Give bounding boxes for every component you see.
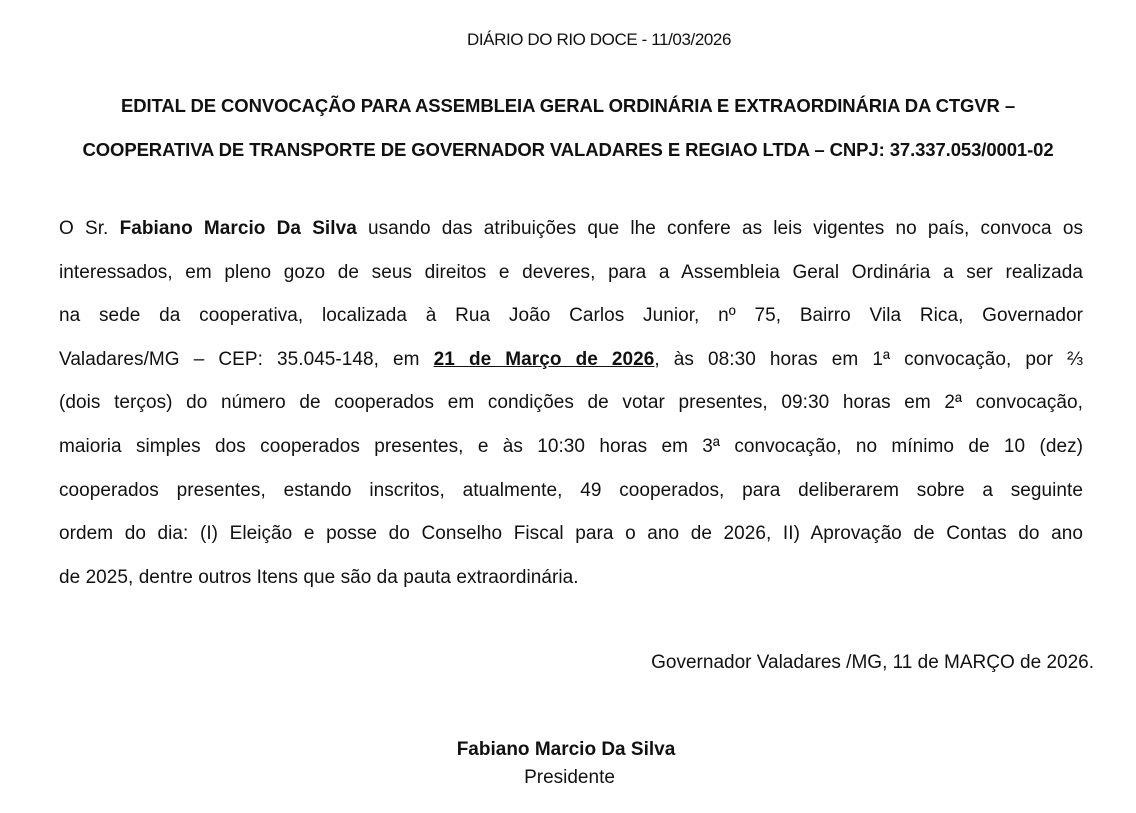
president-name-inline: Fabiano Marcio Da Silva (119, 218, 357, 239)
paragraph-line-4 (59, 338, 1083, 382)
paragraph-line-5: (dois terços) do número de cooperados em condições de votar presentes, 09:30 horas em 2ª convocação, (59, 392, 1083, 414)
paragraph-line-9: de 2025, dentre outros Itens que são da pauta extraordinária. (59, 566, 579, 588)
paragraph-text: O Sr. (59, 218, 120, 239)
newspaper-header (0, 30, 1136, 50)
edital-title-line-2: COOPERATIVA DE TRANSPORTE DE GOVERNADOR VALADARES E REGIAO LTDA – CNPJ: 37.337.053/0001-02 (82, 139, 1054, 160)
signer-name: Fabiano Marcio Da Silva (456, 739, 676, 760)
paragraph-line-8: ordem do dia: (I) Eleição e posse do Conselho Fiscal para o ano de 2026, II) Aprovação de Contas do ano (59, 523, 1083, 545)
paragraph-line-7: cooperados presentes, estando inscritos, atualmente, 49 cooperados, para deliberarem sobre a seguinte (59, 479, 1083, 501)
paragraph-text: , às 08:30 horas em 1ª convocação, por ⅔ (654, 348, 1083, 370)
newspaper-header-text: DIÁRIO DO RIO DOCE - 11/03/2026 (466, 30, 732, 49)
assembly-date: 21 de Março de 2026 (433, 348, 655, 370)
paragraph-line-1 (59, 207, 1083, 251)
place-and-date: Governador Valadares /MG, 11 de MARÇO de 2026. (651, 652, 1094, 673)
paragraph-text: usando das atribuições que lhe confere as leis vigentes no país, convoca os (356, 218, 1083, 239)
paragraph-line-6: maioria simples dos cooperados presentes, e às 10:30 horas em 3ª convocação, no mínimo de 10 (dez) (59, 435, 1083, 457)
paragraph-line-2: interessados, em pleno gozo de seus direitos e deveres, para a Assembleia Geral Ordinária a ser realizada (59, 261, 1083, 283)
signature-block (0, 736, 1136, 792)
edital-title-line-1: EDITAL DE CONVOCAÇÃO PARA ASSEMBLEIA GERAL ORDINÁRIA E EXTRAORDINÁRIA DA CTGVR – (120, 95, 1016, 116)
paragraph-text: Valadares/MG – CEP: 35.045-148, em (59, 348, 434, 370)
convocation-paragraph (59, 207, 1083, 599)
signer-role: Presidente (524, 767, 615, 788)
paragraph-line-3: na sede da cooperativa, localizada à Rua João Carlos Junior, nº 75, Bairro Vila Rica, Governador (59, 305, 1083, 327)
edital-title (20, 84, 1116, 172)
